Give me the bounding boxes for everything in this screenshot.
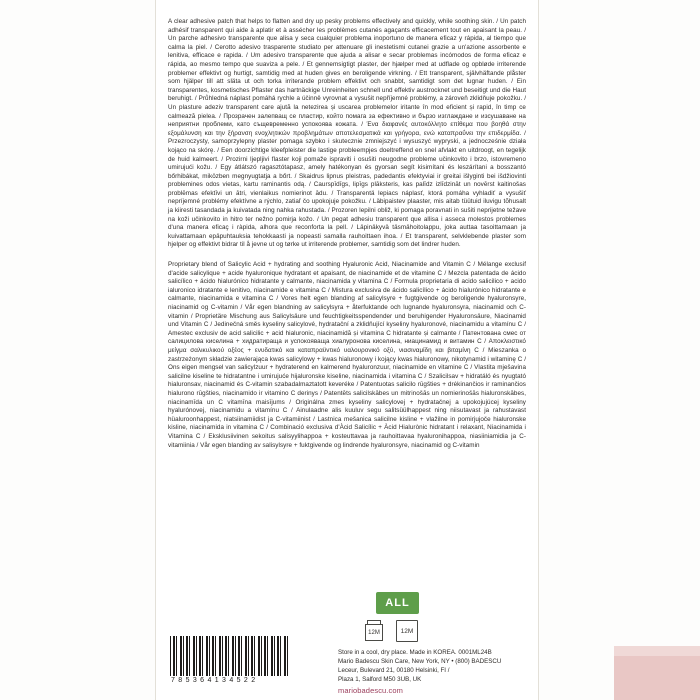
company-line: Mario Badescu Skin Care, New York, NY • (800) BADESCU <box>338 658 502 665</box>
barcode-image <box>170 636 288 676</box>
product-description-paragraph: A clear adhesive patch that helps to flatten and dry up pesky problems effectively and quickly, while soothing skin. / Un patch adhésif transparent qui aide à aplatir et à assécher les problèmes cutanés agaçants efficacement tout en apaisant la peau. / Un parche adhesivo transparente que alisa y seca cualquier problema inoportuno de manera eficaz y rápida, al tiempo que calma la piel. / Cerotto adesivo trasparente studiato per attenuare gli inestetismi cutanei grazie a un'azione assorbente e lenitiva, efficace e rapida. / Um adesivo transparente que ajuda a alisar e secar problemas incómodos de forma eficaz e rápida, ao mesmo tempo que suaviza a pele. / Et gennemsigtigt plaster, der hjælper med at udflade og opbløde irriterende problemer effektivt og hurtigt, samtidig med at huden gives en beroligende virkning. / Ett transparent, självhäftande plåster som hjälper till att släta ut och torka irriterande problem effektivt och snabbt, samtidigt som det lugnar huden. / Ein transparentes, kosmetisches Pflaster das hartnäckige Unreinheiten schnell und effektiv austrocknet und beseitigt und die Haut beruhigt. / Průhledná náplast pomáhá rychle a účinně vyrovnat a vysušit nepříjemné problémy, a zároveň zklidňuje pokožku. / Un plasture adeziv transparent care ajută la netezirea și uscarea problemelor iritante în mod eficient și rapid, în timp ce calmează pielea. / Прозрачен залепващ се пластир, който помага за ефективно и бързо изглаждане и изсушаване на неприятни проблеми, като същевременно успокоява кожата. / Ένα διαφανές αυτοκόλλητο επίθεμα που βοηθά στην εξομάλυνση και την ξήρανση ενοχλητικών προβλημάτων αποτελεσματικά και γρήγορα, ενώ καταπραΰνει την επιδερμίδα. / Przezroczysty, samoprzylepny plaster pomaga szybko i skutecznie zmniejszyć i wysuszyć wypryski, a jednocześnie działa kojąco na skórę. / Een doorzichtige kleefpleister die lastige probleempjes doeltreffend en snel afvlakt en uitdroogt, en tegelijk de huid kalmeert. / Prozirni ljepljivi flaster koji pomaže ispraviti i osušiti neugodne probleme učinkovito i brzo, istovremeno umirujući kožu. / Egy átlátszó ragasztótapasz, amely hatékonyan és gyorsan segít kisimítani és leszárítani a bosszantó bőrhibákat, miközben megnyugtatja a bőrt. / Skaidrus lipnus pleistras, padedantis efektyviai ir greitai išlyginti bei išdžiovinti problemines odos vietas, kartu raminantis odą. / Caurspīdīgs, lipīgs plāksteris, kas palīdz izlīdzināt un novērst kaitinošas problēmas efektīvi un ātri, vienlaikus nomierinot ādu. / Transparentä lepiacs náplasť, ktorá pomáha vyhladiť a vysušiť nepríjemné problémy efektívne a rýchlo, zatiaľ čo upokojuje pokožku. / Läbipaistev plaaster, mis aitab tüütuid iluvigu tõhusalt ja kiiresti tasandada ja kuivatada ning nahka rahustada. / Prozoren lepilni obliž, ki pomaga poravnati in sušiti neprijetne težave na koži učinkovito in hitro ter nežno pomirja kožo. / Un pegat adhesiu transparent que allisa i asseca molestos problemes d'una manera eficaç i ràpida, alhora que reconforta la pell. / Läpinäkyvä täsmähoitolappu, joka auttaa tasoittamaan ja kuivattamaan epäpuhtauksia tehokkaasti ja nopeasti samalla rauhoittaen ihoa. / Et transparent, selvklebende plaster som hjelper og effektivt bidrar til å jevne ut og tørke ut irriterende problemer, samtidig som det lindrer huden. <box>168 18 526 249</box>
expiry-months-label: 12M <box>400 627 414 635</box>
expiry-months-icon <box>396 620 418 642</box>
ingredients-paragraph: Proprietary blend of Salicylic Acid + hydrating and soothing Hyaluronic Acid, Niacinamide and Vitamin C / Mélange exclusif d'acide salicylique + acide hyaluronique hydratant et apaisant, de niacinamide et de vitamine C / Mezcla patentada de ácido salicílico + ácido hialurónico hidratante y calmante, niacinamida y vitamina C / Formula proprietaria di acido salicilico + acido ialuronico idratante e lenitivo, niacinamide e vitamina C / Mistura exclusiva de ácido salicílico + ácido hialurónico hidratante e calmante, niacinamida e vitamina C / Vores helt egen blanding af salicylsyre + fugtgivende og beroligende hyaluronsyre, niacinamid og C-vitamin / Vår egen blandning av salicylsyra + återfuktande och lugnande hyaluronsyra, niacinamid och C-vitamin / Proprietäre Mischung aus Salicylsäure und feuchtigkeitsspendender und beruhigender Hyaluronsäure, Niacinamid und Vitamin C / Jedinečná směs kyseliny salicylové, hydratační a zklidňující kyseliny hyaluronové, niacinamidu a vitamínu C / Amestec exclusiv de acid salicilic + acid hialuronic, niacinamidă și vitamina C hidratante și calmante / Патентована смес от салицилова киселина + хидратираща и успокояваща хиалуронова киселина, ниацинамид и витамин C / Αποκλειστικό μείγμα σαλικυλικού οξέος + ενυδατικό και καταπραϋντικό υαλουρονικό οξύ, νιασιναμίδη και βιταμίνη C / Mieszanka o zastrzeżonym składzie zawierająca kwas salicylowy + kwas hialuronowy i kojący kwas hialuronowy, nikotynamid i witaminę C / Ons eigen mengsel van salicylzuur + hydraterend en kalmerend hyaluronzuur, niacinamide en vitamine C / Vlastita mješavina salicilne kiseline te hidratantne i umirujuće hijaluronske kiseline, niacinamida i vitamina C / Szalicilsav + hidratáló és nyugtató hialuronsav, niacinamid és C-vitamin szabadalmaztatott keveréke / Patentuotas salicilo rūgšties + drėkinančios ir raminančios hialurono rūgšties, niacinamido ir vitamino C derinys / Patentēts salicilskābes un mitrinošās un nomierinošās hialuronskābes, niacinamīda un C vitamīna maisījums / Originálna zmes kyseliny salicylovej + hydratačnej a upokojujúcej kyseliny hyalurónovej, niacinamidu a vitamínu C / Ainulaadne alis kuuluv segu salitsüülhappest ning niisutavast ja rahustavast hüaluroonhappest, niatsiinamiidist ja C-vitamiinist / Lastnica mešanica salicilne kisline + vlažilne in pomirjujoče hialuronske kisline, niacinamida in vitamina C / Combinació exclusiva d'Àcid Salicílic + Àcid Hialurònic hidratant i relaxant, Niacinamida i Vitamina C / Eksklusiivinen sekoitus salisyylihappoa + kosteuttavaa ja rauhoittavaa hyaluronihappoa, niasiiniamidia ja C-vitamiinia / Vår egen blanding av salisylsyre + fuktgivende og lindrende hyaluronsyre, niacinamid og C-vitamin <box>168 261 526 449</box>
package-text-content <box>168 18 526 450</box>
symbol-row <box>364 620 418 642</box>
package-fold-line-left <box>155 0 156 700</box>
barcode-block <box>170 636 295 684</box>
manufacturer-info <box>338 648 538 695</box>
pao-months-label: 12M <box>365 624 383 641</box>
package-right-margin <box>539 0 700 700</box>
package-fold-line-right <box>538 0 539 700</box>
package-left-margin <box>0 0 155 700</box>
pink-accent-strip <box>614 646 700 656</box>
storage-line: Store in a cool, dry place. Made in KOREA. 0001ML24B <box>338 649 492 656</box>
website-link[interactable]: mariobadescu.com <box>338 686 403 695</box>
pink-accent-corner <box>614 656 700 700</box>
barcode-digits: 785364134522 <box>171 677 259 684</box>
skin-type-badge: ALL <box>376 592 419 614</box>
uk-address-line: Plaza 1, Salford M50 3UB, UK <box>338 676 422 683</box>
period-after-opening-icon <box>364 620 382 640</box>
eu-address-line: Leceur, Bulevard 21, 00180 Helsinki, FI / <box>338 667 450 674</box>
